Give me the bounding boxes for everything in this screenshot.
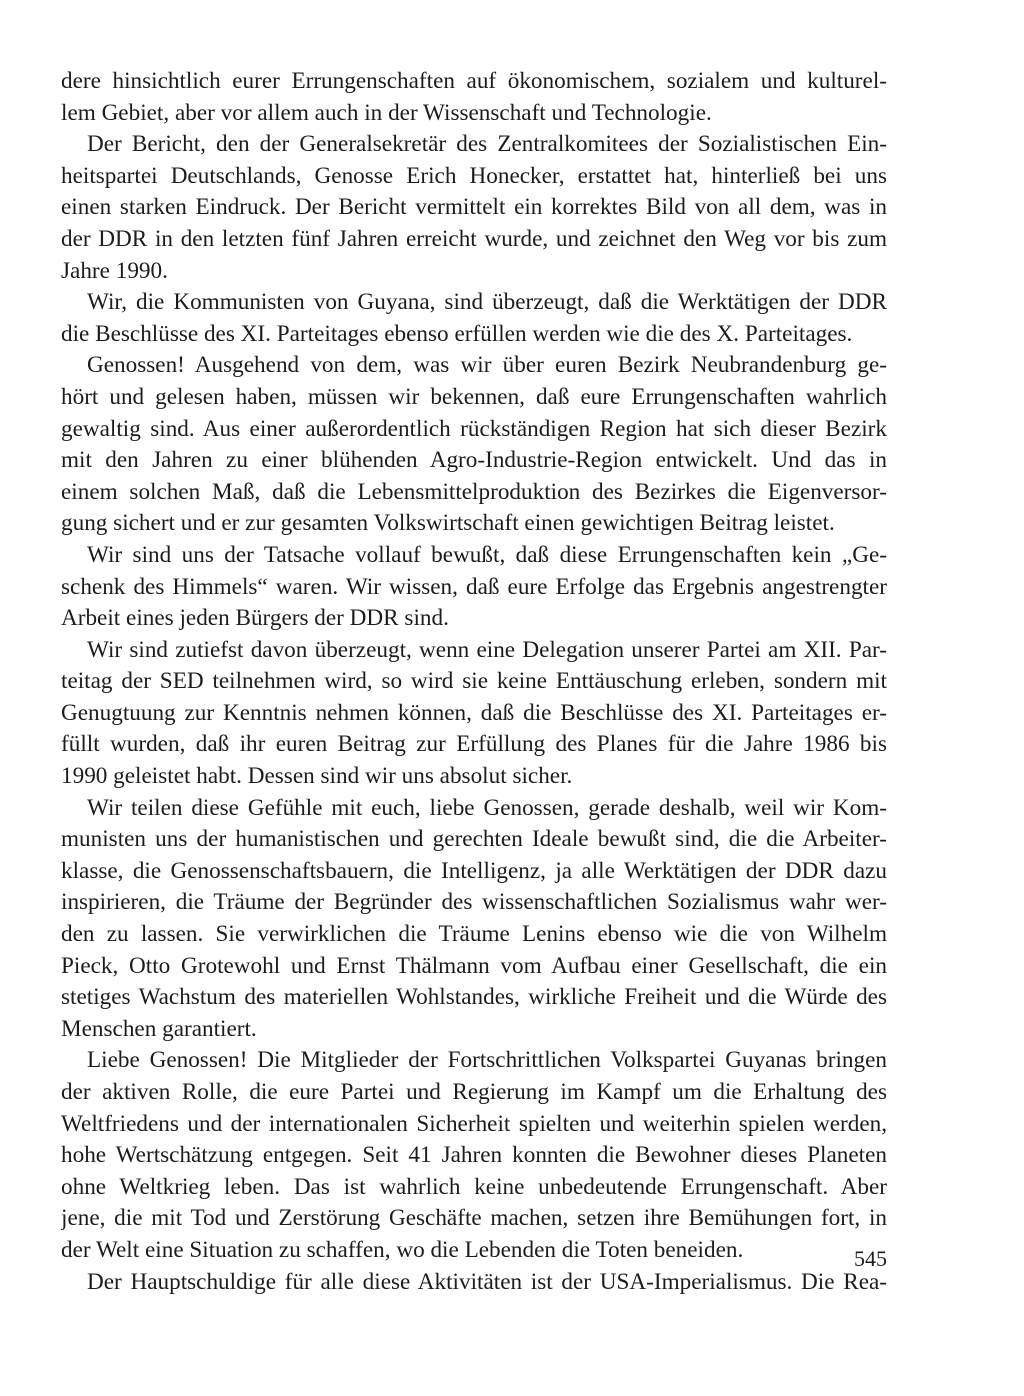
text-line: Der Hauptschuldige für alle diese Aktivitäten ist der USA-Imperialismus. Die Rea-	[87, 1268, 887, 1295]
paragraph	[61, 129, 887, 287]
text-line: Genossen! Ausgehend von dem, was wir über euren Bezirk Neubrandenburg ge-	[87, 352, 887, 379]
text-line: einem solchen Maß, daß die Lebensmittelproduktion des Bezirkes die Eigenversor-	[61, 478, 887, 505]
text-line: der DDR in den letzten fünf Jahren erreicht wurde, und zeichnet den Weg vor bis zum	[61, 225, 887, 252]
text-line: schenk des Himmels“ waren. Wir wissen, daß eure Erfolge das Ergebnis angestrengter	[61, 573, 887, 600]
text-line: Der Bericht, den der Generalsekretär des Zentralkomitees der Sozialistischen Ein-	[87, 131, 887, 158]
paragraph	[61, 1267, 887, 1299]
text-line: jene, die mit Tod und Zerstörung Geschäfte machen, setzen ihre Bemühungen fort, in	[61, 1205, 887, 1232]
text-line: lem Gebiet, aber vor allem auch in der Wissenschaft und Technologie.	[61, 99, 712, 126]
page-number: 545	[854, 1246, 887, 1271]
text-line: Wir sind zutiefst davon überzeugt, wenn eine Delegation unserer Partei am XII. Par-	[87, 636, 887, 663]
paragraph	[61, 287, 887, 350]
text-line: klasse, die Genossenschaftsbauern, die Intelligenz, ja alle Werktätigen der DDR dazu	[61, 857, 887, 884]
text-line: munisten uns der humanistischen und gerechten Ideale bewußt sind, die die Arbeiter-	[61, 826, 887, 853]
text-line: Wir sind uns der Tatsache vollauf bewußt, daß diese Errungenschaften kein „Ge-	[87, 541, 887, 568]
paragraph	[61, 635, 887, 793]
text-line: hohe Wertschätzung entgegen. Seit 41 Jahren konnten die Bewohner dieses Planeten	[61, 1142, 887, 1169]
text-line: den zu lassen. Sie verwirklichen die Träume Lenins ebenso wie die von Wilhelm	[61, 921, 887, 948]
text-line: Genugtuung zur Kenntnis nehmen können, daß die Beschlüsse des XI. Parteitages er-	[61, 699, 887, 726]
paragraph	[61, 66, 887, 129]
text-line: heitspartei Deutschlands, Genosse Erich Honecker, erstattet hat, hinterließ bei uns	[61, 162, 887, 189]
text-line: Liebe Genossen! Die Mitglieder der Fortschrittlichen Volkspartei Guyanas bringen	[87, 1047, 887, 1074]
text-line: Menschen garantiert.	[61, 1015, 257, 1042]
text-line: die Beschlüsse des XI. Parteitages ebenso erfüllen werden wie die des X. Parteitages.	[61, 320, 853, 347]
text-line: mit den Jahren zu einer blühenden Agro-Industrie-Region entwickelt. Und das in	[61, 447, 887, 474]
text-line: teitag der SED teilnehmen wird, so wird sie keine Enttäuschung erleben, sondern mit	[61, 668, 887, 695]
text-line: inspirieren, die Träume der Begründer des wissenschaftlichen Sozialismus wahr wer-	[61, 889, 887, 916]
paragraph	[61, 540, 887, 635]
text-line: Arbeit eines jeden Bürgers der DDR sind.	[61, 605, 449, 632]
text-line: einen starken Eindruck. Der Bericht vermittelt ein korrektes Bild von all dem, was in	[61, 194, 887, 221]
text-line: gung sichert und er zur gesamten Volkswirtschaft einen gewichtigen Beitrag leistet.	[61, 510, 835, 537]
text-line: dere hinsichtlich eurer Errungenschaften auf ökonomischem, sozialem und kulturel-	[61, 68, 887, 94]
text-line: Pieck, Otto Grotewohl und Ernst Thälmann vom Aufbau einer Gesellschaft, die ein	[61, 952, 887, 979]
paragraph	[61, 1045, 887, 1266]
text-line: Jahre 1990.	[61, 257, 168, 284]
text-line: hört und gelesen haben, müssen wir bekennen, daß eure Errungenschaften wahrlich	[61, 383, 887, 410]
paragraph	[61, 793, 887, 1046]
paragraph	[61, 350, 887, 540]
text-line: gewaltig sind. Aus einer außerordentlich rückständigen Region hat sich dieser Bezirk	[61, 415, 887, 442]
text-line: der aktiven Rolle, die eure Partei und Regierung im Kampf um die Erhaltung des	[61, 1079, 887, 1105]
document-page	[61, 66, 887, 1298]
text-line: ohne Weltkrieg leben. Das ist wahrlich keine unbedeutende Errungenschaft. Aber	[61, 1173, 887, 1200]
text-line: Weltfriedens und der internationalen Sicherheit spielten und weiterhin spielen werden,	[61, 1110, 887, 1137]
text-line: 1990 geleistet habt. Dessen sind wir uns absolut sicher.	[61, 763, 573, 790]
text-line: Wir teilen diese Gefühle mit euch, liebe Genossen, gerade deshalb, weil wir Kom-	[87, 794, 887, 821]
text-line: der Welt eine Situation zu schaffen, wo die Lebenden die Toten beneiden.	[61, 1236, 744, 1263]
text-line: Wir, die Kommunisten von Guyana, sind überzeugt, daß die Werktätigen der DDR	[87, 289, 887, 316]
text-line: füllt wurden, daß ihr euren Beitrag zur Erfüllung des Planes für die Jahre 1986 bis	[61, 731, 887, 758]
text-line: stetiges Wachstum des materiellen Wohlstandes, wirkliche Freiheit und die Würde des	[61, 984, 887, 1011]
